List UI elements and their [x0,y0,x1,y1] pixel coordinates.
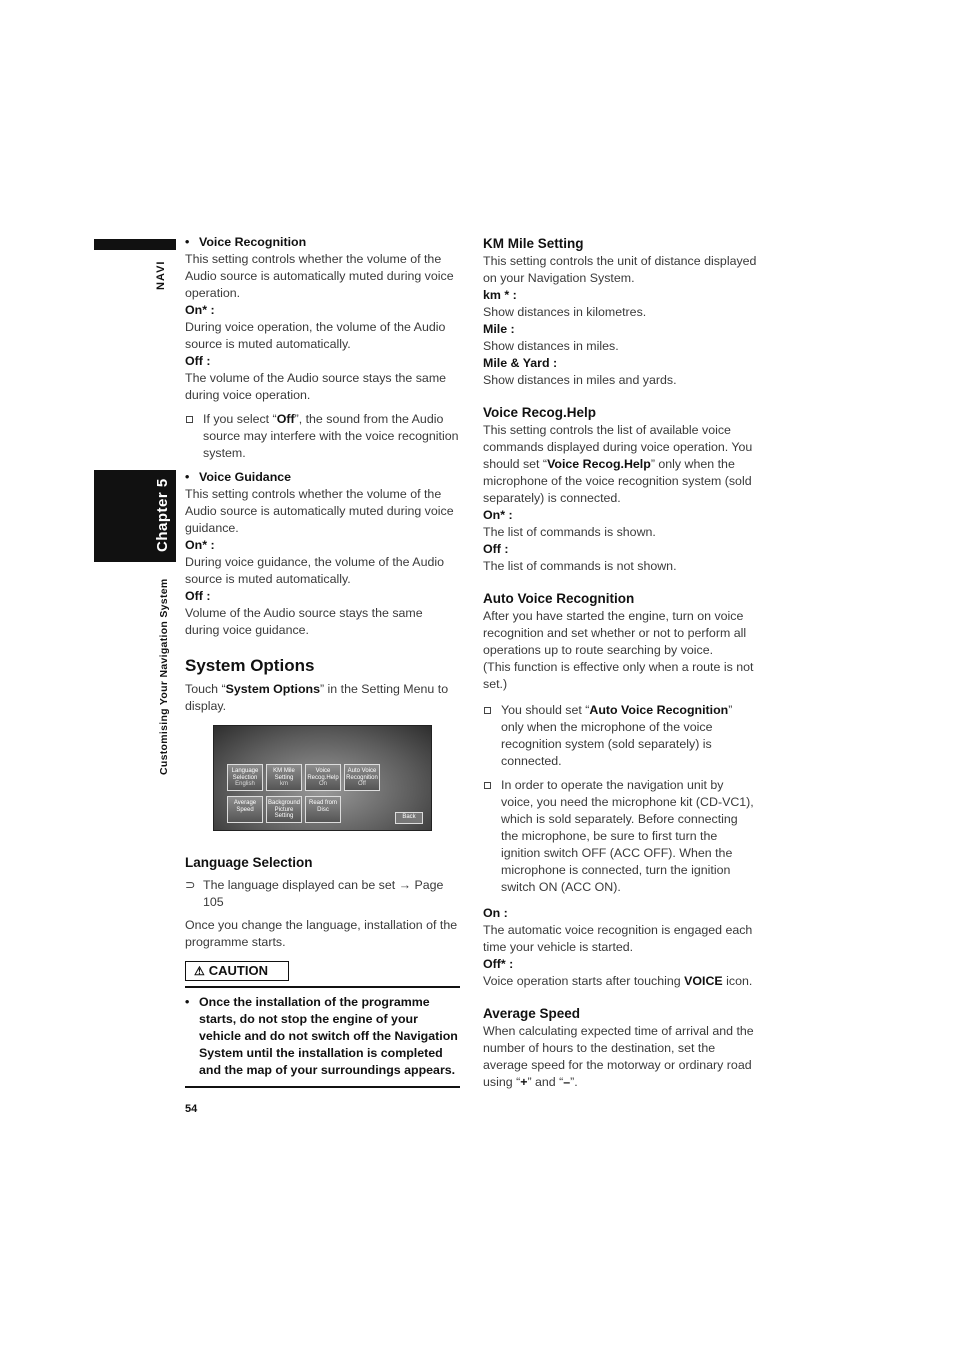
vr-note-text-b: Off [276,412,295,426]
km-mile-heading: KM Mile Setting [483,236,584,251]
voice-recognition-heading: • Voice Recognition [185,234,460,251]
vrh-desc-c: ” only when the microphone of the voice recognition system (sold separately) is connected. [483,457,752,505]
screen-back-button: Back [395,812,423,824]
avr-on-desc: The automatic voice recognition is engaged each time your vehicle is started. [483,923,753,954]
btn-label: Voice Recog.Help [307,768,339,781]
system-options-desc [185,681,460,715]
mile-yard-desc: Show distances in miles and yards. [483,373,677,387]
minus-symbol: – [563,1075,571,1089]
page-number: 54 [185,1103,198,1115]
vrh-on-label: On* : [483,508,513,522]
so-desc-b: System Options [225,682,320,696]
screen-language-selection-button [227,764,263,791]
voice-recognition-desc: This setting controls whether the volume of the Audio source is automatically muted during voice operation. [185,252,454,300]
plus-symbol: + [520,1075,528,1089]
mile-desc: Show distances in miles. [483,339,619,353]
language-selection-heading: Language Selection [185,855,313,870]
voice-guidance-heading: • Voice Guidance [185,469,460,486]
chapter-tab [94,470,176,562]
mile-yard-label: Mile & Yard : [483,356,558,370]
btn-label: Average Speed [233,800,257,813]
btn-sub: km [280,781,288,787]
screen-voice-recog-help-button [305,764,341,791]
language-desc: Once you change the language, installation of the programme starts. [185,918,458,949]
language-note-text: The language displayed can be set → Page 105 [203,878,444,909]
auto-voice-desc: After you have started the engine, turn on voice recognition and set whether or not to perform all operations up to route searching by voice. [483,609,747,657]
warning-icon: ⚠ [194,964,205,978]
side-caption [156,570,170,775]
avr-off-c: icon. [722,974,753,988]
side-caption-text: Customising Your Navigation System [158,578,170,775]
vrh-desc-a: This setting controls the list of available voice commands displayed during voice operation. You should set “ [483,423,753,471]
language-note [185,877,460,911]
caution-text: • Once the installation of the programme starts, do not stop the engine of your vehicle and do not switch off the Navigation System until the installation is completed and the map of your surroundings appears. [185,994,460,1079]
arrow-icon: ⊃ [185,878,196,892]
navi-label: NAVI [155,260,167,290]
btn-label: Background Picture Setting [267,800,301,819]
voice-recog-help-desc [483,422,758,507]
btn-label: Language Selection [231,768,259,781]
btn-sub: English [235,781,255,787]
vrh-desc-b: Voice Recog.Help [547,457,651,471]
vrh-on-desc: The list of commands is shown. [483,525,656,539]
average-speed-desc [483,1023,758,1091]
auto-voice-heading: Auto Voice Recognition [483,591,635,606]
checkbox-square-icon [186,416,193,423]
chapter-label: Chapter 5 [154,478,171,552]
vg-on-desc: During voice guidance, the volume of the Audio source is muted automatically. [185,555,444,586]
avr-note1-c: ” only when the microphone of the voice recognition system (sold separately) is connected. [501,703,733,768]
avr-off-label: Off* : [483,957,514,971]
screen-background-picture-button [266,796,302,823]
vr-note-text-c: ”, the sound from the Audio source may interfere with the voice recognition system. [203,412,459,460]
screen-read-disc-button [305,796,341,823]
km-desc: Show distances in kilometres. [483,305,647,319]
avr-note2-text: In order to operate the navigation unit by voice, you need the microphone kit (CD-VC1), which is sold separately. Before connecting the microphone, be sure to first turn the ignition switch OFF (ACC OFF). When the microphone is connected, turn the ignition switch ON (ACC ON). [501,778,754,894]
as-desc-a: When calculating expected time of arrival and the number of hours to the destination, set the average speed for the motorway or ordinary road using “ [483,1024,754,1089]
btn-sub: Off [358,781,366,787]
vrh-off-desc: The list of commands is not shown. [483,559,677,573]
voice-recog-help-heading: Voice Recog.Help [483,405,597,420]
auto-voice-desc2: (This function is effective only when a route is not set.) [483,660,754,691]
auto-voice-note-2 [483,777,758,896]
btn-label: Read from Disc [308,800,337,813]
so-desc-c: ” in the Setting Menu to display. [185,682,449,713]
vg-on-label: On* : [185,538,215,552]
km-mile-desc: This setting controls the unit of distance displayed on your Navigation System. [483,254,757,285]
mile-label: Mile : [483,322,515,336]
navi-bar [94,239,176,250]
screen-km-mile-button [266,764,302,791]
left-column [185,234,460,1088]
avr-on-label: On : [483,906,508,920]
vr-on-label: On* : [185,303,215,317]
checkbox-square-icon [484,707,491,714]
avr-note1-a: You should set “ [501,703,590,717]
voice-guidance-desc: This setting controls whether the volume of the Audio source is automatically muted during voice guidance. [185,487,454,535]
vg-off-label: Off : [185,589,211,603]
as-mid: ” and “ [527,1075,564,1089]
system-options-screenshot [213,725,432,831]
so-desc-a: Touch “ [185,682,226,696]
vg-off-desc: Volume of the Audio source stays the same during voice guidance. [185,606,423,637]
btn-sub: On [318,781,327,787]
screen-auto-voice-button [344,764,380,791]
btn-label: KM Mile Setting [273,768,295,781]
vr-note [185,411,460,462]
vr-off-desc: The volume of the Audio source stays the same during voice operation. [185,371,447,402]
vr-off-label: Off : [185,354,211,368]
average-speed-heading: Average Speed [483,1006,581,1021]
vrh-off-label: Off : [483,542,509,556]
checkbox-square-icon [484,782,491,789]
caution-box [185,986,460,1088]
vr-on-desc: During voice operation, the volume of the Audio source is muted automatically. [185,320,446,351]
avr-off-b: VOICE [684,974,723,988]
as-end: ”. [570,1075,578,1089]
screen-average-speed-button [227,796,263,823]
navi-tab [153,256,167,290]
auto-voice-note-1 [483,702,758,770]
right-column [483,234,758,1091]
km-label: km * : [483,288,517,302]
caution-header [185,961,289,981]
system-options-heading: System Options [185,656,315,675]
avr-note1-b: Auto Voice Recognition [589,703,729,717]
btn-label: Auto Voice Recognition [346,768,378,781]
avr-off-a: Voice operation starts after touching [483,974,685,988]
avr-off-desc [483,973,758,990]
caution-label: CAUTION [208,963,268,978]
vr-note-text-a: If you select “ [203,412,277,426]
